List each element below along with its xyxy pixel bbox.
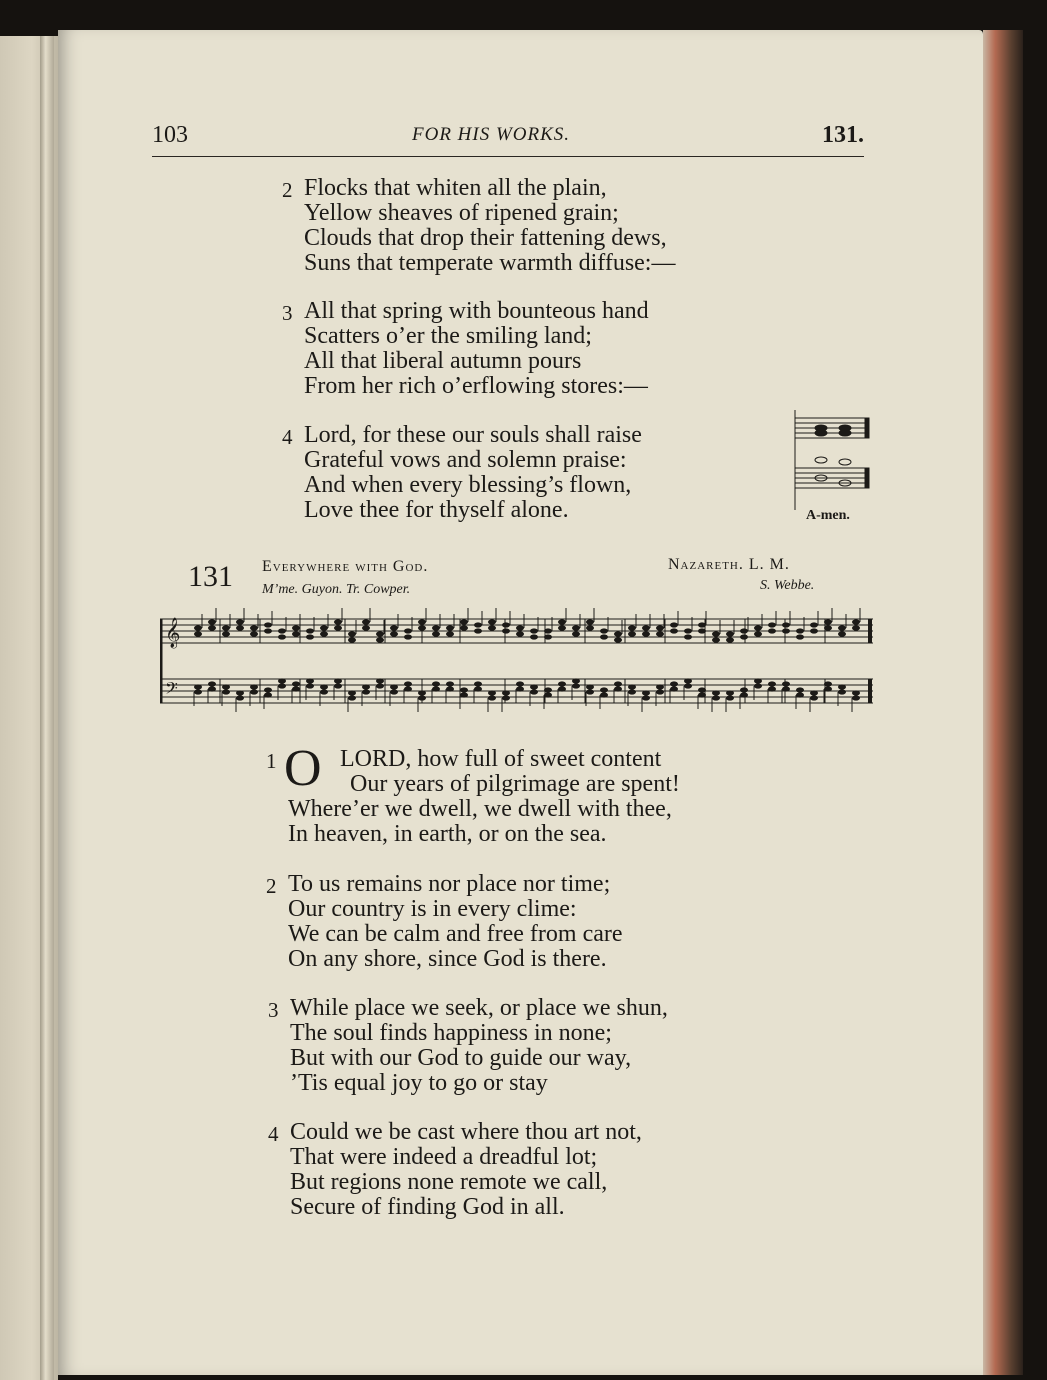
stanza-line: Yellow sheaves of ripened grain; — [304, 200, 619, 226]
stanza-line: But with our God to guide our way, — [290, 1045, 632, 1071]
stanza-number: 1 — [266, 749, 277, 773]
hymn-authors: M’me. Guyon. Tr. Cowper. — [262, 582, 411, 597]
prev-stanza-4 — [282, 422, 642, 523]
stanza-line: Grateful vows and solemn praise: — [304, 447, 627, 473]
stanza-line: The soul finds happiness in none; — [290, 1020, 612, 1046]
hymn-title: Everywhere with God. — [262, 558, 429, 575]
stanza-number: 3 — [282, 301, 293, 325]
stanza-line: That were indeed a dreadful lot; — [290, 1144, 598, 1170]
stanza-line: Where’er we dwell, we dwell with thee, — [288, 796, 672, 822]
prev-stanza-2 — [282, 175, 676, 276]
stanza-line: Our country is in every clime: — [288, 896, 577, 922]
stanza-line: While place we seek, or place we shun, — [290, 995, 668, 1021]
music-score — [160, 605, 875, 720]
stanza-line: To us remains nor place nor time; — [288, 871, 611, 897]
stanza-number: 2 — [266, 874, 277, 898]
running-title: FOR HIS WORKS. — [412, 124, 571, 145]
stanza-line: From her rich o’erflowing stores:— — [304, 373, 648, 399]
stanza-line: Scatters o’er the smiling land; — [304, 323, 592, 349]
drop-cap: O — [284, 740, 322, 797]
book-cover-edge — [983, 30, 1023, 1375]
stanza-2 — [266, 871, 623, 972]
stanza-line: Flocks that whiten all the plain, — [304, 175, 607, 201]
stanza-line: Love thee for thyself alone. — [304, 497, 569, 523]
stanza-line: Lord, for these our souls shall raise — [304, 422, 642, 448]
composer: S. Webbe. — [760, 578, 815, 593]
amen-notation — [793, 410, 871, 510]
stanza-line: All that spring with bounteous hand — [304, 298, 649, 324]
stanza-line: And when every blessing’s flown, — [304, 472, 632, 498]
stanza-line: All that liberal autumn pours — [304, 348, 582, 374]
page-number: 103 — [152, 122, 188, 148]
stanza-line: Suns that temperate warmth diffuse:— — [304, 250, 676, 276]
header-hymn-number: 131. — [822, 122, 864, 148]
stanza-line: ’Tis equal joy to go or stay — [290, 1070, 548, 1096]
stanza-1 — [266, 740, 680, 847]
prev-stanza-3 — [282, 298, 649, 399]
stanza-line: Clouds that drop their fattening dews, — [304, 225, 667, 251]
svg-text:𝄞: 𝄞 — [165, 618, 181, 647]
tune-name: Nazareth. L. M. — [668, 556, 790, 573]
stanza-number: 4 — [282, 425, 293, 449]
stanza-line: Secure of finding God in all. — [290, 1194, 565, 1220]
stanza-line: In heaven, in earth, or on the sea. — [288, 821, 607, 847]
stanza-line: LORD, how full of sweet content — [340, 746, 662, 772]
stanza-4 — [268, 1119, 642, 1220]
stanza-line: Could we be cast where thou art not, — [290, 1119, 642, 1145]
stanza-number: 4 — [268, 1122, 279, 1146]
book-gutter — [40, 36, 54, 1380]
header-rule — [152, 156, 864, 157]
stanza-number: 2 — [282, 178, 293, 202]
stanza-line: Our years of pilgrimage are spent! — [350, 771, 680, 797]
hymn-number: 131 — [188, 560, 233, 593]
stanza-line: But regions none remote we call, — [290, 1169, 608, 1195]
svg-text:𝄢: 𝄢 — [165, 680, 178, 702]
stanza-3 — [268, 995, 668, 1096]
stanza-line: We can be calm and free from care — [288, 921, 623, 947]
stanza-line: On any shore, since God is there. — [288, 946, 607, 972]
amen-label: A-men. — [806, 508, 850, 523]
stanza-number: 3 — [268, 998, 279, 1022]
